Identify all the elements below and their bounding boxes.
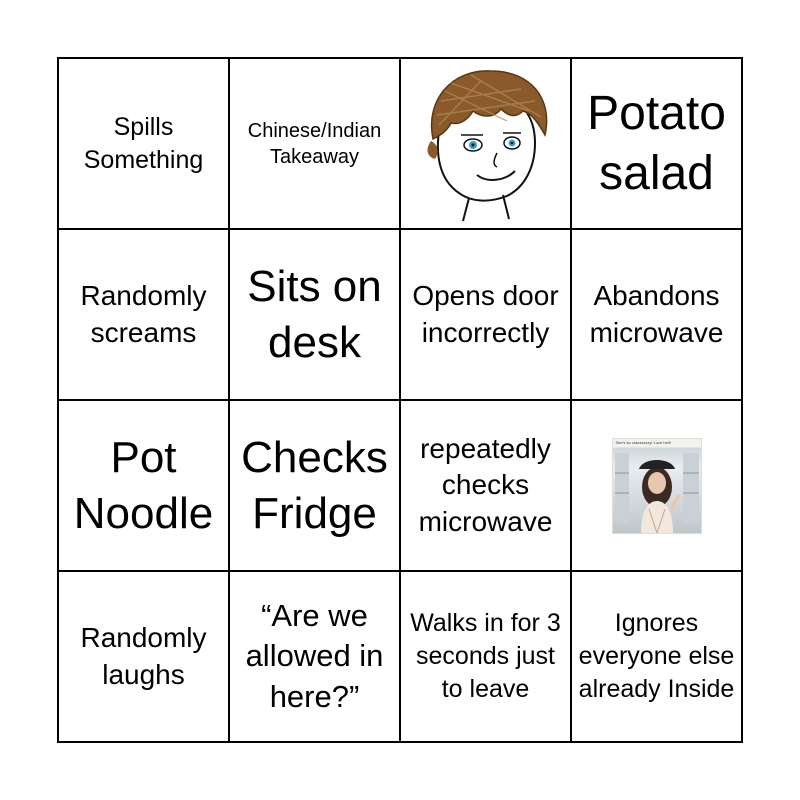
- bingo-cell-9[interactable]: [59, 401, 230, 572]
- cell-label: Checks Fridge: [241, 432, 388, 538]
- cell-label: Spills Something: [83, 112, 204, 174]
- cell-label: Randomly laughs: [80, 622, 207, 690]
- bingo-cell-3[interactable]: [401, 59, 572, 230]
- bingo-cell-11[interactable]: [401, 401, 572, 572]
- cell-label: repeatedly checks microwave: [418, 432, 553, 537]
- cell-label: Walks in for 3 seconds just to leave: [410, 609, 561, 703]
- bingo-board: [57, 57, 743, 743]
- cell-label: Potato salad: [587, 86, 726, 200]
- cell-label: Chinese/Indian Takeaway: [247, 119, 382, 168]
- bingo-cell-14[interactable]: [230, 572, 401, 743]
- bingo-cell-16[interactable]: [572, 572, 743, 743]
- photo-image: [612, 438, 702, 534]
- cell-label: Ignores everyone else already Inside: [578, 609, 735, 703]
- bingo-cell-15[interactable]: [401, 572, 572, 743]
- bingo-cell-13[interactable]: [59, 572, 230, 743]
- bingo-cell-1[interactable]: [59, 59, 230, 230]
- bingo-cell-2[interactable]: [230, 59, 401, 230]
- bingo-cell-10[interactable]: [230, 401, 401, 572]
- cell-label: Opens door incorrectly: [412, 280, 559, 348]
- photo-caption: She's so crazzzzzzy! Love her!!: [615, 439, 672, 445]
- cell-label: “Are we allowed in here?”: [245, 598, 384, 714]
- cell-label: Pot Noodle: [73, 432, 214, 538]
- bingo-cell-6[interactable]: [230, 230, 401, 401]
- bingo-cell-5[interactable]: [59, 230, 230, 401]
- bingo-cell-7[interactable]: [401, 230, 572, 401]
- face-drawing-icon: [411, 61, 561, 226]
- bingo-cell-12[interactable]: [572, 401, 743, 572]
- cell-label: Randomly screams: [80, 280, 207, 348]
- cell-label: Sits on desk: [247, 261, 382, 367]
- bingo-cell-8[interactable]: [572, 230, 743, 401]
- bingo-cell-4[interactable]: [572, 59, 743, 230]
- person-photo-icon: [613, 439, 701, 533]
- cell-label: Abandons microwave: [589, 280, 724, 348]
